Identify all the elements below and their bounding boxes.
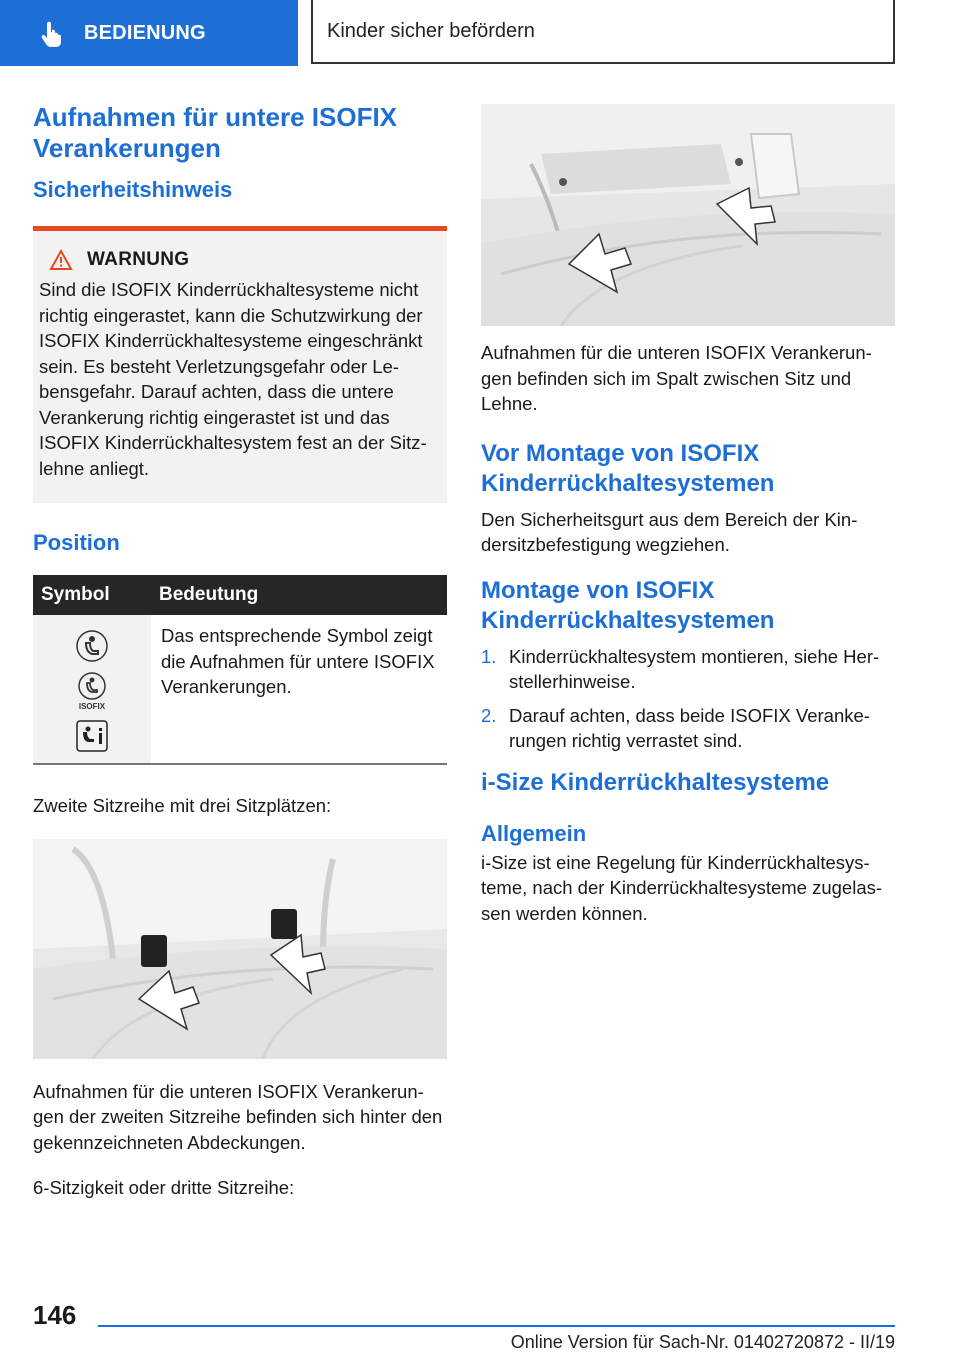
left-column: [33, 102, 447, 1201]
step-number: 2.: [481, 704, 497, 726]
footer-text: Online Version für Sach-Nr. 01402720872 - II/19: [510, 1332, 895, 1352]
page-number: 146: [33, 1300, 77, 1330]
child-seat-icon: [75, 629, 109, 663]
table-header-row: [33, 575, 447, 615]
chapter-tab[interactable]: [0, 0, 298, 66]
safety-subtitle: Sicherheitshinweis: [33, 177, 233, 202]
meaning-cell: Das entsprechende Symbol zeigt die Aufnahmen für untere ISOFIX Verankerungen.: [161, 625, 435, 697]
warning-triangle-icon: [49, 249, 73, 271]
third-row-photo: [481, 104, 895, 326]
step-text: Darauf achten, dass beide ISOFIX Verankerungen richtig verrastet sind.: [509, 704, 870, 751]
mount-heading: Montage von ISOFIX Kinderrückhaltesystemen: [481, 576, 775, 634]
child-seat-info-icon: [75, 719, 109, 753]
general-heading: Allgemein: [481, 820, 587, 846]
symbol-table: [33, 575, 447, 765]
isofix-icon-label: ISOFIX: [78, 702, 106, 711]
second-row-text: Zweite Sitzreihe mit drei Sitzplätzen:: [33, 795, 332, 816]
warning-box: [33, 226, 447, 503]
step-number: 1.: [481, 645, 497, 667]
hand-pointer-icon: [38, 19, 66, 47]
step-text: Kinderrückhaltesystem montieren, siehe Herstellerhinweise.: [509, 645, 880, 692]
section-header: [311, 0, 895, 64]
position-heading: Position: [33, 530, 120, 555]
isize-heading: i-Size Kinderrückhaltesysteme: [481, 768, 830, 796]
third-row-text: 6-Sitzigkeit oder dritte Sitzreihe:: [33, 1177, 295, 1198]
list-item: [481, 703, 895, 754]
warning-label: WARNUNG: [87, 249, 190, 270]
isofix-seat-icon: [74, 671, 110, 711]
list-item: [481, 644, 895, 695]
footer-divider: [98, 1325, 895, 1327]
section-title: Kinder sicher befördern: [327, 19, 535, 42]
table-header-symbol: Symbol: [33, 575, 151, 615]
mount-steps-list: [481, 644, 895, 754]
page-title: Aufnahmen für untere ISOFIX Verankerungen: [33, 102, 398, 163]
before-mount-heading: Vor Montage von ISOFIX Kinderrückhaltesystemen: [481, 439, 775, 497]
before-mount-text: Den Sicherheitsgurt aus dem Bereich der Kindersitzbefestigung wegziehen.: [481, 508, 858, 555]
third-row-caption: Aufnahmen für die unteren ISOFIX Verankerungen befinden sich im Spalt zwischen Sitz und Lehne.: [481, 342, 872, 414]
symbol-cell: [33, 615, 151, 764]
warning-text: Sind die ISOFIX Kinderrückhaltesysteme nicht richtig eingerastet, kann die Schutzwirkung der ISOFIX Kinderrückhaltesysteme eingeschränkt sein. Es besteht Verletzungsgefahr oder Lebensgefahr. Darauf achten, dass die untere Verankerung richtig eingerastet ist und das ISOFIX Kinderrückhaltesystem fest an der Sitzlehne anliegt.: [39, 279, 427, 479]
right-column: [481, 102, 895, 926]
chapter-tab-label: BEDIENUNG: [84, 21, 206, 44]
second-row-photo: [33, 839, 447, 1059]
second-row-caption: Aufnahmen für die unteren ISOFIX Verankerungen der zweiten Sitzreihe befinden sich hinter den gekennzeichneten Abdeckungen.: [33, 1080, 443, 1153]
table-row: [33, 615, 447, 764]
general-text: i-Size ist eine Regelung für Kinderrückhaltesysteme, nach der Kinderrückhaltesysteme zugelassen werden können.: [481, 851, 883, 924]
table-header-meaning: Bedeutung: [151, 575, 447, 615]
warning-header: [49, 249, 441, 271]
